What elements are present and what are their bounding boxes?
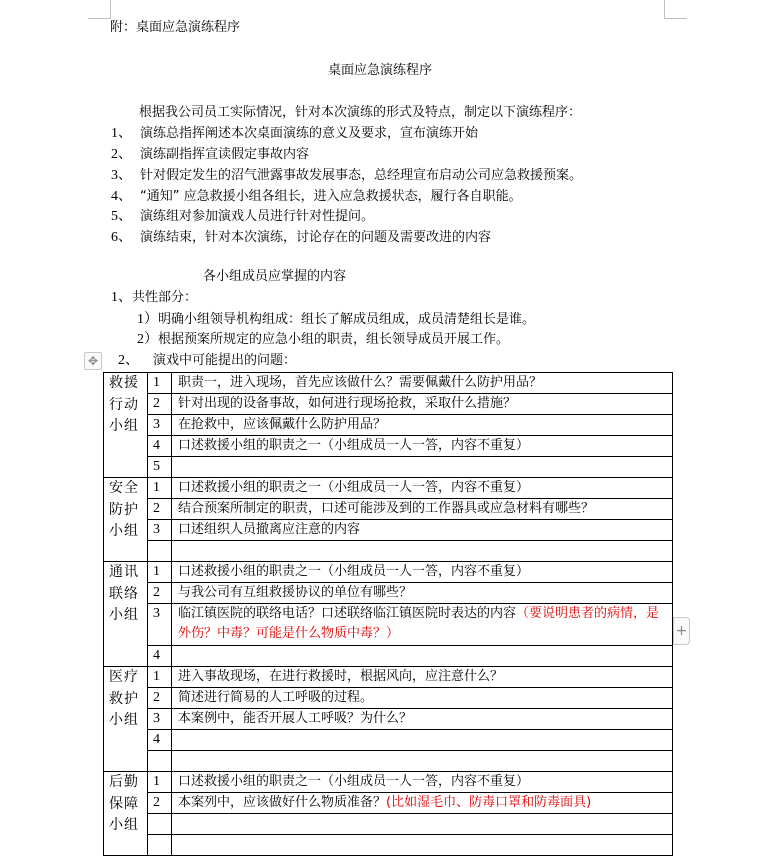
questions-heading: [118, 351, 296, 371]
procedure-step-number: 3、: [111, 168, 132, 183]
table-row: [104, 688, 673, 709]
table-row: [104, 436, 673, 457]
question-number-cell[interactable]: 1: [148, 373, 172, 394]
procedure-step: [111, 145, 309, 165]
group-name-line: 救援: [109, 375, 139, 391]
questions-heading-number: 2、: [118, 353, 139, 368]
group-name-line: 安全: [109, 480, 139, 496]
procedure-step-text: 演练组对参加演戏人员进行针对性提问。: [140, 209, 375, 224]
question-text: 进入事故现场，在进行救援时，根据风向，应注意什么？: [178, 669, 504, 684]
common-item-text: 明确小组领导机构组成：组长了解成员组成，成员清楚组长是谁。: [158, 312, 536, 327]
group-name-line: 小组: [109, 418, 139, 434]
group-name-line: 行动: [109, 396, 139, 413]
question-text-cell[interactable]: [172, 562, 673, 583]
question-text-cell[interactable]: [172, 457, 673, 478]
question-text-cell[interactable]: [172, 541, 673, 562]
procedure-step: [111, 207, 374, 227]
procedure-step-text: 针对假定发生的沼气泄露事故发展事态，总经理宣布启动公司应急救援预案。: [140, 168, 583, 183]
answer-hint-note: （要说明患者的病情，是外伤？中毒？可能是什么物质中毒？）: [178, 606, 660, 641]
procedure-step-number: 6、: [111, 230, 132, 245]
procedure-step-text: 演练总指挥阐述本次桌面演练的意义及要求，宣布演练开始: [140, 126, 479, 141]
table-row: [104, 394, 673, 415]
question-text-cell[interactable]: [172, 709, 673, 730]
add-column-icon[interactable]: +: [673, 617, 690, 645]
question-number-cell[interactable]: 2: [148, 583, 172, 604]
group-name-line: 救护: [109, 690, 139, 707]
question-number-cell[interactable]: [148, 541, 172, 562]
question-text-cell[interactable]: [172, 436, 673, 457]
procedure-step-text: 演练副指挥宣读假定事故内容: [140, 147, 310, 162]
table-row: [104, 541, 673, 562]
table-row: [104, 814, 673, 835]
page-corner-marker-left: [88, 0, 111, 19]
question-text-cell[interactable]: [172, 604, 673, 646]
question-text-cell[interactable]: [172, 373, 673, 394]
question-number-cell[interactable]: 3: [148, 520, 172, 541]
question-text-cell[interactable]: [172, 646, 673, 667]
question-number-cell[interactable]: [148, 751, 172, 772]
table-row: [104, 793, 673, 814]
section-title: 各小组成员应掌握的内容: [203, 269, 347, 284]
procedure-step: [111, 228, 491, 248]
question-number-cell[interactable]: 3: [148, 604, 172, 646]
question-text: 针对出现的设备事故，如何进行现场抢救，采取什么措施？: [178, 396, 517, 411]
question-text-cell[interactable]: [172, 415, 673, 436]
answer-hint-note: (比如湿毛巾、防毒口罩和防毒面具): [386, 795, 592, 810]
table-row: [104, 373, 673, 394]
question-number-cell[interactable]: 5: [148, 457, 172, 478]
common-item-number: 1）: [137, 312, 158, 327]
questions-heading-text: 演戏中可能提出的问题：: [153, 353, 297, 368]
table-row: [104, 604, 673, 646]
group-name-line: 联络: [109, 585, 139, 602]
table-row: [104, 646, 673, 667]
question-text-cell[interactable]: [172, 667, 673, 688]
table-row: [104, 562, 673, 583]
table-row: [104, 730, 673, 751]
question-text: 临江镇医院的联络电话？口述联络临江镇医院时表达的内容: [178, 606, 517, 621]
question-number-cell[interactable]: 3: [148, 709, 172, 730]
procedure-step: [111, 124, 478, 144]
question-text-cell[interactable]: [172, 520, 673, 541]
question-text-cell[interactable]: [172, 478, 673, 499]
question-text: 本案列中，应该做好什么物质准备？: [178, 795, 387, 810]
question-number-cell[interactable]: 4: [148, 436, 172, 457]
procedure-step: [111, 166, 582, 186]
table-row: [104, 457, 673, 478]
question-text-cell[interactable]: [172, 394, 673, 415]
question-text: 口述救援小组的职责之一（小组成员一人一答，内容不重复）: [178, 480, 530, 495]
group-name-line: 保障: [109, 795, 139, 812]
question-text: 在抢救中，应该佩戴什么防护用品？: [178, 417, 387, 432]
question-text: 口述组织人员撤离应注意的内容: [178, 522, 361, 537]
header-note: 附：桌面应急演练程序: [110, 20, 241, 35]
common-item-number: 2）: [137, 332, 158, 347]
question-text: 简述进行简易的人工呼吸的过程。: [178, 690, 374, 705]
question-number-cell[interactable]: 1: [148, 478, 172, 499]
question-number-cell[interactable]: 1: [148, 772, 172, 793]
group-name-cell: [104, 373, 148, 478]
table-row: [104, 772, 673, 793]
group-name-line: 医疗: [109, 669, 139, 685]
question-text-cell[interactable]: [172, 751, 673, 772]
question-number-cell[interactable]: 4: [148, 730, 172, 751]
question-number-cell[interactable]: [148, 814, 172, 835]
table-move-handle-icon[interactable]: ✥: [84, 352, 102, 370]
question-number-cell[interactable]: [148, 835, 172, 856]
common-heading-text: 共性部分：: [132, 290, 198, 305]
question-text-cell[interactable]: [172, 772, 673, 793]
group-name-line: 通讯: [109, 564, 139, 580]
question-number-cell[interactable]: 2: [148, 499, 172, 520]
question-text-cell[interactable]: [172, 793, 673, 814]
question-number-cell[interactable]: 2: [148, 793, 172, 814]
question-text: 结合预案所制定的职责，口述可能涉及到的工作器具或应急材料有哪些？: [178, 501, 595, 516]
procedure-step-number: 1、: [111, 126, 132, 141]
procedure-step-text: 演练结束，针对本次演练，讨论存在的问题及需要改进的内容: [140, 230, 492, 245]
question-number-cell[interactable]: 1: [148, 562, 172, 583]
table-row: [104, 583, 673, 604]
common-item: [137, 310, 535, 330]
procedure-step-number: 2、: [111, 147, 132, 162]
procedure-step-number: 4、: [111, 189, 132, 204]
procedure-step-number: 5、: [111, 209, 132, 224]
table-row: [104, 667, 673, 688]
question-text: 口述救援小组的职责之一（小组成员一人一答，内容不重复）: [178, 564, 530, 579]
question-number-cell[interactable]: 4: [148, 646, 172, 667]
question-text: 职责一，进入现场，首先应该做什么？需要佩戴什么防护用品？: [178, 375, 543, 390]
question-text: 口述救援小组的职责之一（小组成员一人一答，内容不重复）: [178, 438, 530, 453]
document-title: 桌面应急演练程序: [328, 63, 433, 78]
table-row: [104, 709, 673, 730]
question-text-cell[interactable]: [172, 835, 673, 856]
table-row: [104, 478, 673, 499]
question-text: 与我公司有互组救援协议的单位有哪些？: [178, 585, 413, 600]
group-name-line: 小组: [109, 712, 139, 728]
group-name-line: 防护: [109, 501, 139, 518]
group-name-line: 后勤: [109, 774, 139, 790]
group-name-line: 小组: [109, 607, 139, 623]
table-row: [104, 835, 673, 856]
group-name-cell: [104, 772, 148, 856]
group-name-line: 小组: [109, 523, 139, 539]
procedure-step-text: “通知” 应急救援小组各组长，进入应急救援状态，履行各自职能。: [140, 189, 522, 204]
common-item-text: 根据预案所规定的应急小组的职责，组长领导成员开展工作。: [158, 332, 510, 347]
question-number-cell[interactable]: 1: [148, 667, 172, 688]
question-text-cell[interactable]: [172, 583, 673, 604]
group-name-cell: [104, 478, 148, 562]
question-text-cell[interactable]: [172, 688, 673, 709]
question-text-cell[interactable]: [172, 499, 673, 520]
question-number-cell[interactable]: 2: [148, 394, 172, 415]
table-row: [104, 520, 673, 541]
procedure-step: [111, 187, 522, 207]
question-number-cell[interactable]: 3: [148, 415, 172, 436]
common-heading-number: 1、: [111, 290, 132, 305]
group-name-line: 小组: [109, 817, 139, 833]
group-name-cell: [104, 667, 148, 772]
question-text: 本案例中，能否开展人工呼吸？为什么？: [178, 711, 413, 726]
group-name-cell: [104, 562, 148, 667]
common-heading: [111, 288, 197, 308]
table-row: [104, 751, 673, 772]
table-row: [104, 415, 673, 436]
question-number-cell[interactable]: 2: [148, 688, 172, 709]
table-row: [104, 499, 673, 520]
question-text: 口述救援小组的职责之一（小组成员一人一答，内容不重复）: [178, 774, 530, 789]
question-text-cell[interactable]: [172, 814, 673, 835]
common-item: [137, 330, 509, 350]
page-corner-marker-right: [664, 0, 687, 19]
intro-paragraph: 根据我公司员工实际情况，针对本次演练的形式及特点，制定以下演练程序：: [139, 105, 582, 120]
question-text-cell[interactable]: [172, 730, 673, 751]
questions-table: [103, 372, 673, 856]
